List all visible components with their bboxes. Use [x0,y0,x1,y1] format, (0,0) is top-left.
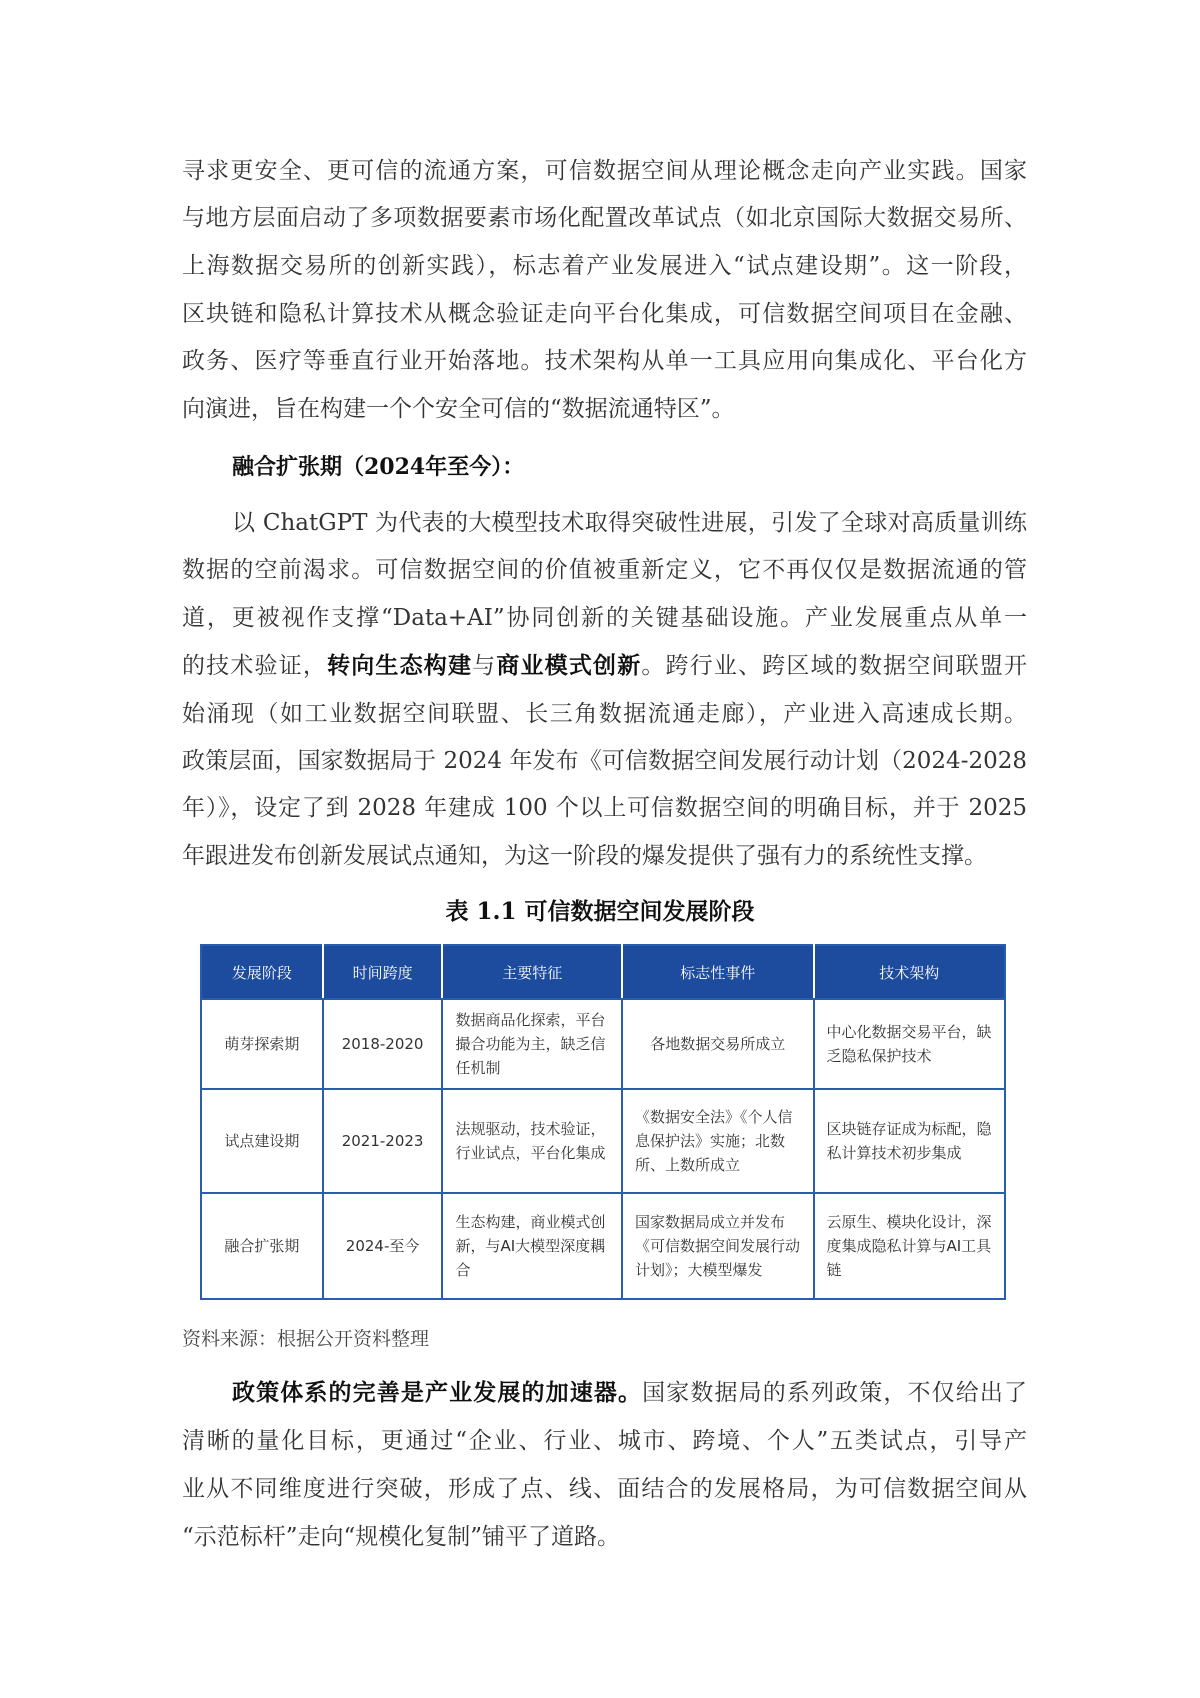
text-line: 清晰的量化目标，更通过“企业、行业、城市、跨境、个人”五类试点，引导产 [182,1428,1027,1454]
text-line: 数据的空前渴求。可信数据空间的价值被重新定义，它不再仅仅是数据流通的管 [182,557,1027,583]
table-cell: 《数据安全法》《个人信息保护法》实施；北数所、上数所成立 [622,1089,814,1193]
text-line: 政策层面，国家数据局于 2024 年发布《可信数据空间发展行动计划（2024-2028 [182,748,1027,774]
table-row [201,1089,1005,1193]
column-header: 主要特征 [442,945,622,999]
table-source-note: 资料来源：根据公开资料整理 [182,1328,430,1350]
table-cell: 生态构建，商业模式创新，与AI大模型深度耦合 [442,1193,622,1299]
text: 的技术验证， [182,653,328,679]
column-header: 标志性事件 [622,945,814,999]
table-cell: 各地数据交易所成立 [622,999,814,1089]
text: 与 [472,653,497,679]
text-line: 与地方层面启动了多项数据要素市场化配置改革试点（如北京国际大数据交易所、 [182,205,1027,231]
table-row [201,1193,1005,1299]
text-line: 向演进，旨在构建一个个安全可信的“数据流通特区”。 [182,396,735,422]
text-line [182,642,1027,690]
text-line: “示范标杆”走向“规模化复制”铺平了道路。 [182,1524,621,1550]
table-row [201,999,1005,1089]
table-cell: 试点建设期 [201,1089,323,1193]
text: 。跨行业、跨区域的数据空间联盟开 [641,653,1028,679]
text-line: 区块链和隐私计算技术从概念验证走向平台化集成，可信数据空间项目在金融、 [182,301,1027,327]
text-line: 上海数据交易所的创新实践），标志着产业发展进入“试点建设期”。这一阶段， [182,253,1027,279]
text-line: 年跟进发布创新发展试点通知，为这一阶段的爆发提供了强有力的系统性支撑。 [182,843,987,869]
table-cell: 2018-2020 [323,999,443,1089]
bold-text: 转向生态构建 [327,652,473,679]
text-line: 以 ChatGPT 为代表的大模型技术取得突破性进展，引发了全球对高质量训练 [232,510,1027,536]
table-caption: 表 1.1 可信数据空间发展阶段 [445,898,755,925]
table-cell: 融合扩张期 [201,1193,323,1299]
column-header: 时间跨度 [323,945,443,999]
table-cell: 区块链存证成为标配，隐私计算技术初步集成 [814,1089,1006,1193]
text-line: 始涌现（如工业数据空间联盟、长三角数据流通走廊），产业进入高速成长期。 [182,701,1027,727]
bold-text: 商业模式创新 [496,652,642,679]
column-header: 发展阶段 [201,945,323,999]
table-cell: 国家数据局成立并发布《可信数据空间发展行动计划》；大模型爆发 [622,1193,814,1299]
text-line: 年）》，设定了到 2028 年建成 100 个以上可信数据空间的明确目标，并于 2025 [182,795,1027,821]
table-cell: 数据商品化探索，平台撮合功能为主，缺乏信任机制 [442,999,622,1089]
text-line: 道，更被视作支撑“Data+AI”协同创新的关键基础设施。产业发展重点从单一 [182,605,1027,631]
table-cell: 2021-2023 [323,1089,443,1193]
text-line: 寻求更安全、更可信的流通方案，可信数据空间从理论概念走向产业实践。国家 [182,158,1027,184]
table-header-row [201,945,1005,999]
table-cell: 云原生、模块化设计，深度集成隐私计算与AI工具链 [814,1193,1006,1299]
column-header: 技术架构 [814,945,1006,999]
table-cell: 中心化数据交易平台，缺乏隐私保护技术 [814,999,1006,1089]
table-cell: 萌芽探索期 [201,999,323,1089]
text-line: 政务、医疗等垂直行业开始落地。技术架构从单一工具应用向集成化、平台化方 [182,348,1027,374]
text-line: 业从不同维度进行突破，形成了点、线、面结合的发展格局，为可信数据空间从 [182,1476,1027,1502]
text: 国家数据局的系列政策，不仅给出了 [642,1380,1027,1406]
table-cell: 2024-至今 [323,1193,443,1299]
section-heading: 融合扩张期（2024年至今）： [232,454,525,480]
table-cell: 法规驱动，技术验证，行业试点，平台化集成 [442,1089,622,1193]
bold-text: 政策体系的完善是产业发展的加速器。 [232,1379,643,1406]
text-line [232,1369,1027,1417]
development-stages-table [200,944,1006,1300]
